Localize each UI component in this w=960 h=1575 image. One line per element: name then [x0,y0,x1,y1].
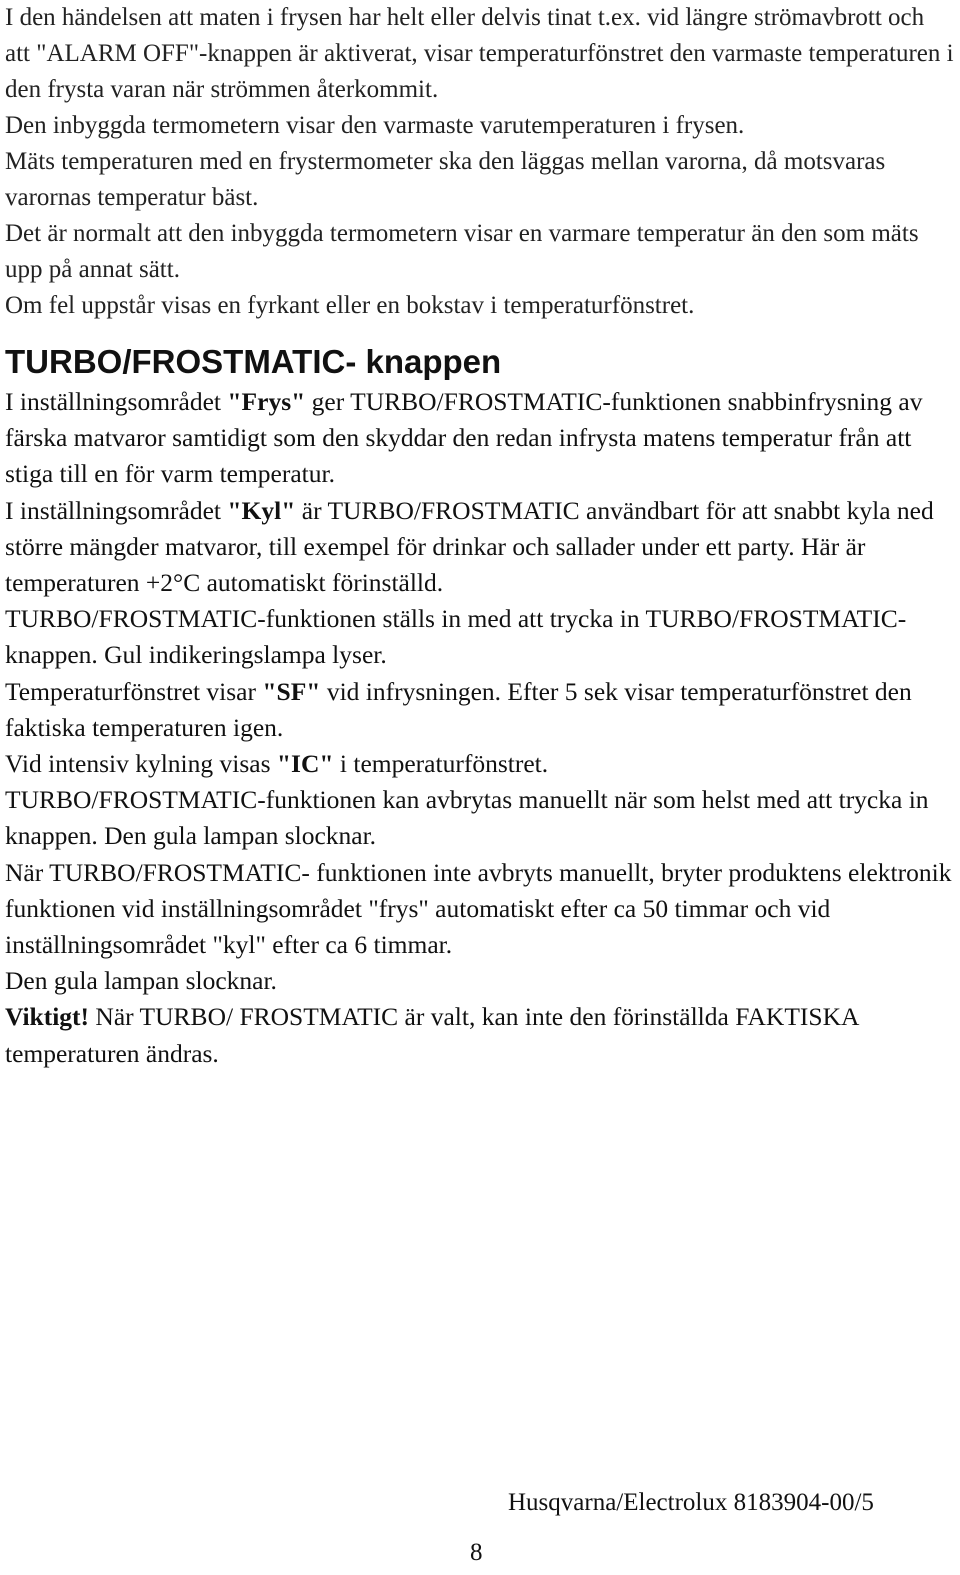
paragraph-lamp-off: Den gula lampan slocknar. [5,966,277,996]
intro-paragraph-measure: Mäts temperaturen med en frystermometer ska den läggas mellan varorna, då motsvaras varornas temperatur bäst. [5,148,886,211]
document-page [5,0,955,1072]
bold-term-frys: "Frys" [227,387,306,416]
paragraph-cancel: TURBO/FROSTMATIC-funktionen kan avbrytas manuellt när som helst med att trycka in knappen. Den gula lampan slocknar. [5,785,929,851]
important-label: Viktigt! [5,1002,90,1032]
paragraph-ic: Vid intensiv kylning visas "IC" i temperaturfönstret. [5,749,549,779]
paragraph-kyl: I inställningsområdet "Kyl" är TURBO/FROSTMATIC användbart för att snabbt kyla ned större mängder matvaror, till exempel för drinkar och sallader under ett party. Här är temperaturen +2°C automatiskt förinställd. [5,495,934,598]
paragraph-sf: Temperaturfönstret visar "SF" vid infrysningen. Efter 5 sek visar temperaturfönstret den faktiska temperaturen igen. [5,676,912,742]
section-body [5,384,955,1072]
bold-term-ic: "IC" [276,749,334,779]
paragraph-auto-stop: När TURBO/FROSTMATIC- funktionen inte avbryts manuellt, bryter produktens elektronik funktionen vid inställningsområdet "frys" automatiskt efter ca 50 timmar och vid inställningsområdet "kyl" efter ca 6 timmar. [5,857,952,960]
paragraph-activation: TURBO/FROSTMATIC-funktionen ställs in med att trycka in TURBO/FROSTMATIC-knappen. Gul indikeringslampa lyser. [5,604,907,670]
intro-paragraph-normal: Det är normalt att den inbyggda termometern visar en varmare temperatur än den som mäts upp på annat sätt. [5,220,919,283]
intro-paragraph-thermometer: Den inbyggda termometern visar den varmaste varutemperaturen i frysen. [5,112,745,139]
section-heading: TURBO/FROSTMATIC- knappen [5,343,502,380]
page-number: 8 [470,1539,483,1566]
document-reference: Husqvarna/Electrolux 8183904-00/5 [508,1489,874,1516]
intro-paragraph-thaw: I den händelsen att maten i frysen har helt eller delvis tinat t.ex. vid längre strömavbrott och att "ALARM OFF"-knappen är aktiverat, visar temperaturfönstret den varmaste temperaturen i den frysta varan när strömmen återkommit. [5,4,954,103]
paragraph-frys: I inställningsområdet "Frys" ger TURBO/FROSTMATIC-funktionen snabbinfrysning av färska matvaror samtidigt som den skyddar den redan infrysta matens temperatur från att stiga till en för varm temperatur. [5,387,923,489]
paragraph-important: Viktigt! När TURBO/ FROSTMATIC är valt, kan inte den förinställda FAKTISKA temperaturen ändras. [5,1002,858,1068]
bold-term-kyl: "Kyl" [227,495,296,525]
bold-term-sf: "SF" [262,676,321,706]
intro-paragraph-error: Om fel uppstår visas en fyrkant eller en bokstav i temperaturfönstret. [5,292,695,319]
intro-section [5,0,955,324]
